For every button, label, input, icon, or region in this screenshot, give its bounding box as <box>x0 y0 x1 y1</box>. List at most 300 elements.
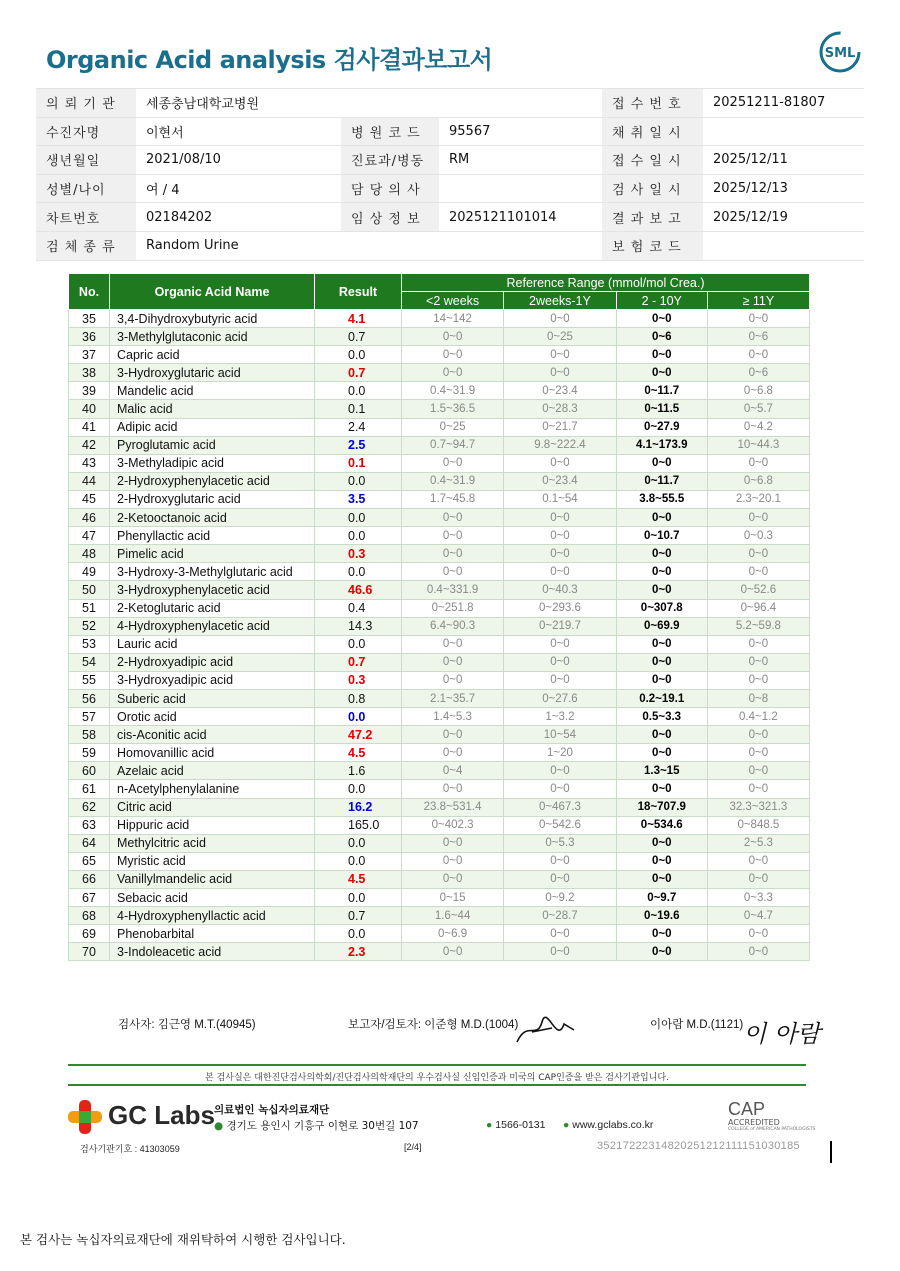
row-number: 46 <box>69 509 110 527</box>
row-number: 52 <box>69 617 110 635</box>
info-value: 20251211-81807 <box>703 89 864 118</box>
info-label <box>341 89 439 118</box>
barcode-number: 35217222314820251212111151030185 <box>597 1140 800 1152</box>
row-number: 40 <box>69 400 110 418</box>
info-label: 수진자명 <box>36 117 136 146</box>
row-number: 37 <box>69 346 110 364</box>
acid-name: Suberic acid <box>110 689 315 707</box>
acid-name: 4-Hydroxyphenyllactic acid <box>110 907 315 925</box>
info-value <box>439 89 602 118</box>
result-value: 16.2 <box>315 798 402 816</box>
reference-range: 0~96.4 <box>707 599 809 617</box>
reference-range: 0~6 <box>707 328 809 346</box>
sml-logo-text: SML <box>824 46 856 61</box>
table-row <box>69 852 810 870</box>
table-row <box>69 599 810 617</box>
info-value: 여 / 4 <box>136 174 341 203</box>
row-number: 57 <box>69 708 110 726</box>
row-number: 36 <box>69 328 110 346</box>
info-row <box>36 174 864 203</box>
result-value: 0.0 <box>315 925 402 943</box>
result-value: 0.0 <box>315 527 402 545</box>
info-label: 결 과 보 고 <box>602 203 703 232</box>
acid-name: Pyroglutamic acid <box>110 436 315 454</box>
reference-range: 0.2~19.1 <box>616 689 707 707</box>
info-row <box>36 203 864 232</box>
info-value: RM <box>439 146 602 175</box>
reference-range: 0~0 <box>504 346 617 364</box>
cap-accredited-badge <box>728 1099 816 1132</box>
table-row <box>69 907 810 925</box>
table-row <box>69 925 810 943</box>
reference-range: 0~0 <box>504 780 617 798</box>
reference-range: 0~0 <box>616 364 707 382</box>
col-header-result: Result <box>315 274 402 310</box>
table-row <box>69 798 810 816</box>
acid-name: Phenobarbital <box>110 925 315 943</box>
reference-range: 0~21.7 <box>504 418 617 436</box>
reference-range: 18~707.9 <box>616 798 707 816</box>
result-value: 2.5 <box>315 436 402 454</box>
reviewer-signature: 보고자/검토자: 이준형 M.D.(1004) <box>348 1019 519 1031</box>
result-value: 2.3 <box>315 943 402 961</box>
reference-range: 0~0 <box>402 346 504 364</box>
reference-range: 0~28.3 <box>504 400 617 418</box>
patient-info-table <box>36 88 864 261</box>
result-value: 0.4 <box>315 599 402 617</box>
reference-range: 0~0 <box>402 671 504 689</box>
acid-name: Malic acid <box>110 400 315 418</box>
reference-range: 0.4~331.9 <box>402 581 504 599</box>
reference-range: 0~0 <box>504 653 617 671</box>
reference-range: 0~3.3 <box>707 889 809 907</box>
handwritten-signature-reviewer <box>512 1010 580 1050</box>
table-row <box>69 382 810 400</box>
result-value: 46.6 <box>315 581 402 599</box>
table-row <box>69 617 810 635</box>
reference-range: 0~4.7 <box>707 907 809 925</box>
reference-range: 0~40.3 <box>504 581 617 599</box>
table-row <box>69 527 810 545</box>
reference-range: 0~0 <box>616 925 707 943</box>
table-row <box>69 762 810 780</box>
reference-range: 0~0 <box>616 635 707 653</box>
lab-website <box>563 1119 653 1131</box>
reference-range: 0~9.7 <box>616 889 707 907</box>
text-cursor <box>830 1141 832 1163</box>
reference-range: 0~0 <box>707 726 809 744</box>
table-row <box>69 708 810 726</box>
row-number: 62 <box>69 798 110 816</box>
info-value: 이현서 <box>136 117 341 146</box>
row-number: 44 <box>69 472 110 490</box>
reference-range: 0~11.5 <box>616 400 707 418</box>
reference-range: 0~0 <box>402 726 504 744</box>
reference-range: 0~848.5 <box>707 816 809 834</box>
reference-range: 0~0 <box>707 509 809 527</box>
reference-range: 0~4 <box>402 762 504 780</box>
reference-range: 0~6.9 <box>402 925 504 943</box>
info-value: 2021/08/10 <box>136 146 341 175</box>
info-label: 생년월일 <box>36 146 136 175</box>
acid-name: Lauric acid <box>110 635 315 653</box>
reference-range: 0~0 <box>402 328 504 346</box>
result-value: 0.7 <box>315 653 402 671</box>
result-value: 4.5 <box>315 870 402 888</box>
acid-name: 2-Hydroxyadipic acid <box>110 653 315 671</box>
info-label: 검 사 일 시 <box>602 174 703 203</box>
reference-range: 0.4~1.2 <box>707 708 809 726</box>
reference-range: 0~0 <box>616 943 707 961</box>
reference-range: 0~0 <box>616 870 707 888</box>
acid-name: Myristic acid <box>110 852 315 870</box>
acid-name: Hippuric acid <box>110 816 315 834</box>
result-value: 0.7 <box>315 364 402 382</box>
reference-range: 0~0 <box>504 563 617 581</box>
table-row <box>69 310 810 328</box>
result-value: 0.0 <box>315 472 402 490</box>
institution-code: 검사기관기호 : 41303059 <box>80 1144 180 1154</box>
result-value: 0.8 <box>315 689 402 707</box>
info-label <box>341 231 439 260</box>
result-value: 0.0 <box>315 834 402 852</box>
reference-range: 0~0 <box>504 762 617 780</box>
reference-range: 4.1~173.9 <box>616 436 707 454</box>
acid-name: 3-Hydroxyglutaric acid <box>110 364 315 382</box>
home-icon: ● <box>563 1119 570 1131</box>
reference-range: 0~0 <box>616 726 707 744</box>
row-number: 49 <box>69 563 110 581</box>
table-row <box>69 870 810 888</box>
reference-range: 0~0 <box>616 346 707 364</box>
reference-range: 0~25 <box>504 328 617 346</box>
reference-range: 0~542.6 <box>504 816 617 834</box>
info-row <box>36 117 864 146</box>
reference-range: 0.4~31.9 <box>402 472 504 490</box>
table-row <box>69 744 810 762</box>
row-number: 41 <box>69 418 110 436</box>
acid-name: 3-Methyladipic acid <box>110 454 315 472</box>
row-number: 69 <box>69 925 110 943</box>
reference-range: 0~0 <box>402 563 504 581</box>
info-label: 보 험 코 드 <box>602 231 703 260</box>
reference-range: 0.7~94.7 <box>402 436 504 454</box>
acid-name: Azelaic acid <box>110 762 315 780</box>
reference-range: 0~0 <box>504 310 617 328</box>
result-value: 0.3 <box>315 545 402 563</box>
info-label: 진료과/병동 <box>341 146 439 175</box>
info-label: 의 뢰 기 관 <box>36 89 136 118</box>
sml-logo <box>818 30 862 74</box>
reference-range: 14~142 <box>402 310 504 328</box>
reference-range: 0~0 <box>707 545 809 563</box>
row-number: 61 <box>69 780 110 798</box>
row-number: 60 <box>69 762 110 780</box>
result-value: 0.7 <box>315 328 402 346</box>
handwritten-signature-doctor: 이 아람 <box>743 1020 821 1048</box>
reference-range: 0~0 <box>707 454 809 472</box>
lab-phone-text: 1566-0131 <box>495 1119 546 1131</box>
reference-range: 0~0 <box>707 653 809 671</box>
reference-range: 23.8~531.4 <box>402 798 504 816</box>
reference-range: 3.8~55.5 <box>616 490 707 508</box>
reference-range: 0~8 <box>707 689 809 707</box>
reference-range: 0~15 <box>402 889 504 907</box>
info-value: Random Urine <box>136 231 341 260</box>
result-value: 4.1 <box>315 310 402 328</box>
phone-icon: ● <box>486 1119 493 1131</box>
table-row <box>69 834 810 852</box>
row-number: 58 <box>69 726 110 744</box>
reference-range: 0~28.7 <box>504 907 617 925</box>
table-row <box>69 943 810 961</box>
reference-range: 0~0 <box>402 454 504 472</box>
info-value: 세종충남대학교병원 <box>136 89 341 118</box>
divider-top <box>68 1064 806 1066</box>
acid-name: Phenyllactic acid <box>110 527 315 545</box>
row-number: 45 <box>69 490 110 508</box>
reference-range: 0~4.2 <box>707 418 809 436</box>
acid-name: 2-Hydroxyphenylacetic acid <box>110 472 315 490</box>
reference-range: 0~25 <box>402 418 504 436</box>
acid-name: Adipic acid <box>110 418 315 436</box>
reference-range: 0~0 <box>707 563 809 581</box>
table-row <box>69 726 810 744</box>
reference-range: 0~0 <box>616 834 707 852</box>
acid-name: 3-Hydroxyadipic acid <box>110 671 315 689</box>
acid-name: Vanillylmandelic acid <box>110 870 315 888</box>
info-value: 2025/12/13 <box>703 174 864 203</box>
reference-range: 0~0 <box>504 527 617 545</box>
reference-range: 6.4~90.3 <box>402 617 504 635</box>
reference-range: 0~10.7 <box>616 527 707 545</box>
reference-range: 0~467.3 <box>504 798 617 816</box>
reference-range: 0~0 <box>616 671 707 689</box>
info-label: 접 수 번 호 <box>602 89 703 118</box>
result-value: 0.0 <box>315 635 402 653</box>
reference-range: 10~44.3 <box>707 436 809 454</box>
reference-range: 0~0 <box>504 943 617 961</box>
reference-range: 0~0 <box>616 310 707 328</box>
acid-name: 2-Ketooctanoic acid <box>110 509 315 527</box>
table-row <box>69 653 810 671</box>
reference-range: 2~5.3 <box>707 834 809 852</box>
table-row <box>69 581 810 599</box>
row-number: 67 <box>69 889 110 907</box>
cap-small: COLLEGE of AMERICAN PATHOLOGISTS <box>728 1127 816 1132</box>
info-value <box>703 231 864 260</box>
acid-name: Homovanillic acid <box>110 744 315 762</box>
result-value: 0.0 <box>315 889 402 907</box>
result-value: 0.0 <box>315 852 402 870</box>
reference-range: 0.4~31.9 <box>402 382 504 400</box>
acid-name: 3-Hydroxyphenylacetic acid <box>110 581 315 599</box>
row-number: 53 <box>69 635 110 653</box>
reference-range: 1.6~44 <box>402 907 504 925</box>
table-row <box>69 454 810 472</box>
row-number: 47 <box>69 527 110 545</box>
table-row <box>69 816 810 834</box>
row-number: 68 <box>69 907 110 925</box>
reference-range: 0~0 <box>504 870 617 888</box>
result-value: 3.5 <box>315 490 402 508</box>
reference-range: 0~0 <box>707 346 809 364</box>
reference-range: 0~0 <box>707 870 809 888</box>
gc-cross-icon <box>68 1100 102 1134</box>
reference-range: 1~20 <box>504 744 617 762</box>
reference-range: 0~0 <box>504 671 617 689</box>
info-value: 02184202 <box>136 203 341 232</box>
result-value: 0.0 <box>315 563 402 581</box>
table-row <box>69 346 810 364</box>
table-row <box>69 400 810 418</box>
acid-name: 2-Hydroxyglutaric acid <box>110 490 315 508</box>
cap-sub: ACCREDITED <box>728 1118 780 1127</box>
row-number: 66 <box>69 870 110 888</box>
reference-range: 0~0 <box>707 744 809 762</box>
info-label: 검 체 종 류 <box>36 231 136 260</box>
reference-range: 2.1~35.7 <box>402 689 504 707</box>
reference-range: 0~0 <box>504 509 617 527</box>
reference-range: 0~0 <box>504 925 617 943</box>
info-value <box>439 231 602 260</box>
reference-range: 1.7~45.8 <box>402 490 504 508</box>
reference-range: 0~0 <box>402 852 504 870</box>
reference-range: 0~0 <box>616 744 707 762</box>
reference-range: 0~0 <box>707 943 809 961</box>
acid-name: Sebacic acid <box>110 889 315 907</box>
location-pin-icon: ● <box>214 1120 224 1132</box>
info-row <box>36 231 864 260</box>
report-title: Organic Acid analysis 검사결과보고서 <box>46 46 493 74</box>
result-value: 0.1 <box>315 400 402 418</box>
table-row <box>69 635 810 653</box>
result-value: 0.0 <box>315 708 402 726</box>
col-header-age-4: ≥ 11Y <box>707 292 809 310</box>
row-number: 38 <box>69 364 110 382</box>
reference-range: 0~0 <box>402 943 504 961</box>
row-number: 42 <box>69 436 110 454</box>
info-value: 95567 <box>439 117 602 146</box>
row-number: 54 <box>69 653 110 671</box>
reference-range: 0~6.8 <box>707 472 809 490</box>
reference-range: 0~27.6 <box>504 689 617 707</box>
reference-range: 0~0 <box>616 653 707 671</box>
reference-range: 0~0 <box>616 852 707 870</box>
info-label: 차트번호 <box>36 203 136 232</box>
lab-org-name: 의료법인 녹십자의료재단 <box>214 1104 330 1116</box>
table-row <box>69 418 810 436</box>
row-number: 55 <box>69 671 110 689</box>
reference-range: 0~11.7 <box>616 382 707 400</box>
info-value: 2025121101014 <box>439 203 602 232</box>
col-header-age-3: 2 - 10Y <box>616 292 707 310</box>
row-number: 51 <box>69 599 110 617</box>
reference-range: 0~0 <box>402 545 504 563</box>
doctor-signature: 이아람 M.D.(1121) <box>650 1019 744 1031</box>
reference-range: 0~0 <box>402 635 504 653</box>
reference-range: 0~0 <box>707 852 809 870</box>
lab-phone <box>486 1119 545 1131</box>
divider-bottom <box>68 1084 806 1086</box>
row-number: 48 <box>69 545 110 563</box>
row-number: 59 <box>69 744 110 762</box>
result-value: 0.0 <box>315 346 402 364</box>
reference-range: 0~0 <box>402 744 504 762</box>
col-header-name: Organic Acid Name <box>110 274 315 310</box>
reference-range: 0~19.6 <box>616 907 707 925</box>
table-row <box>69 509 810 527</box>
result-value: 4.5 <box>315 744 402 762</box>
acid-name: Pimelic acid <box>110 545 315 563</box>
row-number: 63 <box>69 816 110 834</box>
reference-range: 0~0 <box>402 653 504 671</box>
reference-range: 0~52.6 <box>707 581 809 599</box>
table-row <box>69 364 810 382</box>
result-value: 0.3 <box>315 671 402 689</box>
reference-range: 0~23.4 <box>504 472 617 490</box>
table-row <box>69 689 810 707</box>
col-header-age-1: <2 weeks <box>402 292 504 310</box>
reference-range: 0~5.3 <box>504 834 617 852</box>
result-value: 165.0 <box>315 816 402 834</box>
reference-range: 0~0 <box>402 527 504 545</box>
acid-name: 4-Hydroxyphenylacetic acid <box>110 617 315 635</box>
result-value: 2.4 <box>315 418 402 436</box>
reference-range: 0~0 <box>504 545 617 563</box>
reference-range: 1.3~15 <box>616 762 707 780</box>
result-value: 0.0 <box>315 780 402 798</box>
acid-name: Capric acid <box>110 346 315 364</box>
reference-range: 0~293.6 <box>504 599 617 617</box>
result-value: 47.2 <box>315 726 402 744</box>
accreditation-notice: 본 검사실은 대한진단검사의학회/진단검사의학재단의 우수검사실 신임인증과 미국의 CAP인증을 받은 검사기관입니다. <box>205 1073 669 1083</box>
table-row <box>69 780 810 798</box>
acid-name: 3-Methylglutaconic acid <box>110 328 315 346</box>
reference-range: 0~0 <box>707 762 809 780</box>
reference-range: 0~0 <box>402 834 504 852</box>
acid-name: Methylcitric acid <box>110 834 315 852</box>
result-value: 0.0 <box>315 509 402 527</box>
row-number: 39 <box>69 382 110 400</box>
reference-range: 0~6 <box>707 364 809 382</box>
reference-range: 32.3~321.3 <box>707 798 809 816</box>
reference-range: 0~0 <box>504 852 617 870</box>
table-row <box>69 545 810 563</box>
acid-name: 3,4-Dihydroxybutyric acid <box>110 310 315 328</box>
info-label: 접 수 일 시 <box>602 146 703 175</box>
result-value: 0.7 <box>315 907 402 925</box>
reference-range: 0.1~54 <box>504 490 617 508</box>
result-value: 0.1 <box>315 454 402 472</box>
reference-range: 5.2~59.8 <box>707 617 809 635</box>
table-row <box>69 490 810 508</box>
reference-range: 0~0 <box>504 454 617 472</box>
table-row <box>69 563 810 581</box>
reference-range: 1.4~5.3 <box>402 708 504 726</box>
acid-name: 3-Hydroxy-3-Methylglutaric acid <box>110 563 315 581</box>
info-label: 채 취 일 시 <box>602 117 703 146</box>
reference-range: 9.8~222.4 <box>504 436 617 454</box>
table-row <box>69 472 810 490</box>
row-number: 70 <box>69 943 110 961</box>
table-row <box>69 889 810 907</box>
reference-range: 0~0 <box>616 581 707 599</box>
reference-range: 0~0 <box>707 925 809 943</box>
reference-range: 0~11.7 <box>616 472 707 490</box>
row-number: 35 <box>69 310 110 328</box>
reference-range: 0~0 <box>707 671 809 689</box>
